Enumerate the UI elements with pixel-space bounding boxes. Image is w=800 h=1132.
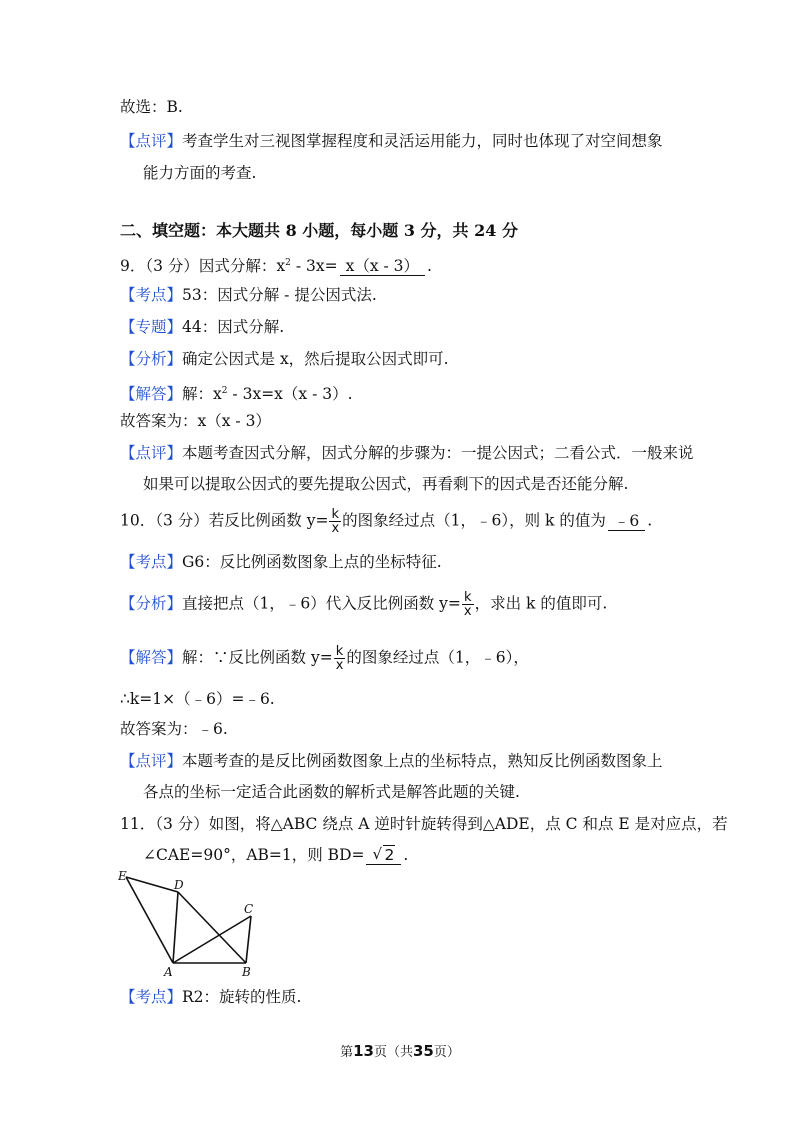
jieda-line: 【解答】解：$x^2 - 3x=x(x - 3)$. [120,385,353,404]
kaodian-line: 【考点】R2：旋转的性质. [120,988,302,1006]
label-b: B [242,965,251,978]
rotation-figure [118,868,268,978]
label-d: D [174,878,184,892]
question-9: 9．（3 分）因式分解：$x^2 - 3x= x(x - 3)$ . [120,257,432,276]
jieda-line: 【解答】解：∵反比例函数 y= $\frac{k}{x}$ 的图象经过点（1，﹣6）， [120,644,529,673]
answer-blank: ﹣6 [608,512,645,531]
comment-line: 【点评】考查学生对三视图掌握程度和灵活运用能力，同时也体现了对空间想象 [120,132,663,150]
kaodian-line: 【考点】G6：反比例函数图象上点的坐标特征. [120,553,442,571]
kaodian-line: 【考点】53：因式分解 - 提公因式法. [120,286,377,304]
fenxi-line: 【分析】确定公因式是 x，然后提取公因式即可. [120,350,449,368]
question-10: 10．（3 分）若反比例函数 y= $\frac{k}{x}$ 的图象经过点（1，﹣6），则 k 的值为 ﹣6 . [120,507,653,536]
page-footer: 第13页（共35页） [340,1042,460,1060]
comment-line-cont: 各点的坐标一定适合此函数的解析式是解答此题的关键. [143,783,520,801]
question-11: 11．（3 分）如图，将△ABC 绕点 A 逆时针旋转得到△ADE，点 C 和点 E 是对应点，若 [120,815,728,833]
segment-db [178,892,246,963]
kaodian-tag: 【考点】 [120,553,183,571]
comment-line-cont: 能力方面的考查. [143,164,257,182]
page-total: 35 [413,1042,434,1060]
solution-step: ∴k=1×（﹣6）=﹣6. [120,690,275,708]
zhuanti-tag: 【专题】 [120,318,183,336]
answer-blank: x（x - 3） [340,257,425,276]
comment-line: 【点评】本题考查因式分解，因式分解的步骤为：一提公因式；二看公式．一般来说 [120,444,694,462]
zhuanti-line: 【专题】44：因式分解. [120,318,285,336]
fraction: $\frac{k}{x}$ [335,644,344,673]
segment-da [173,892,178,963]
final-answer-line: 故答案为：x（x - 3） [120,412,271,430]
comment-tag: 【点评】 [120,132,183,150]
jieda-tag: 【解答】 [120,648,183,667]
fenxi-tag: 【分析】 [120,350,183,368]
jieda-tag: 【解答】 [120,385,183,404]
section-heading: 二、填空题：本大题共 8 小题，每小题 3 分，共 24 分 [120,221,518,240]
fraction: $\frac{k}{x}$ [463,590,472,619]
sqrt-symbol: √ 2 [372,846,395,864]
comment-line: 【点评】本题考查的是反比例函数图象上点的坐标特点，熟知反比例函数图象上 [120,752,663,770]
fenxi-tag: 【分析】 [120,594,183,613]
label-a: A [164,965,173,978]
label-c: C [244,902,254,916]
answer-blank [366,846,401,865]
segment-cb [246,916,251,963]
choice-answer-line: 故选：B. [120,98,183,116]
page-number: 13 [353,1042,374,1060]
comment-line-cont: 如果可以提取公因式的要先提取公因式，再看剩下的因式是否还能分解. [143,475,629,493]
comment-tag: 【点评】 [120,752,183,770]
fenxi-line: 【分析】直接把点（1，﹣6）代入反比例函数 y= $\frac{k}{x}$ ，求出 k 的值即可. [120,590,608,619]
kaodian-tag: 【考点】 [120,988,183,1006]
segment-ea [126,877,173,963]
question-11-cont: ∠CAE=90°，AB=1，则 BD=√ 2 . [143,844,408,866]
label-e: E [118,869,127,883]
comment-tag: 【点评】 [120,444,183,462]
fraction: $\frac{k}{x}$ [331,507,340,536]
final-answer-line: 故答案为：﹣6. [120,720,228,738]
kaodian-tag: 【考点】 [120,286,183,304]
